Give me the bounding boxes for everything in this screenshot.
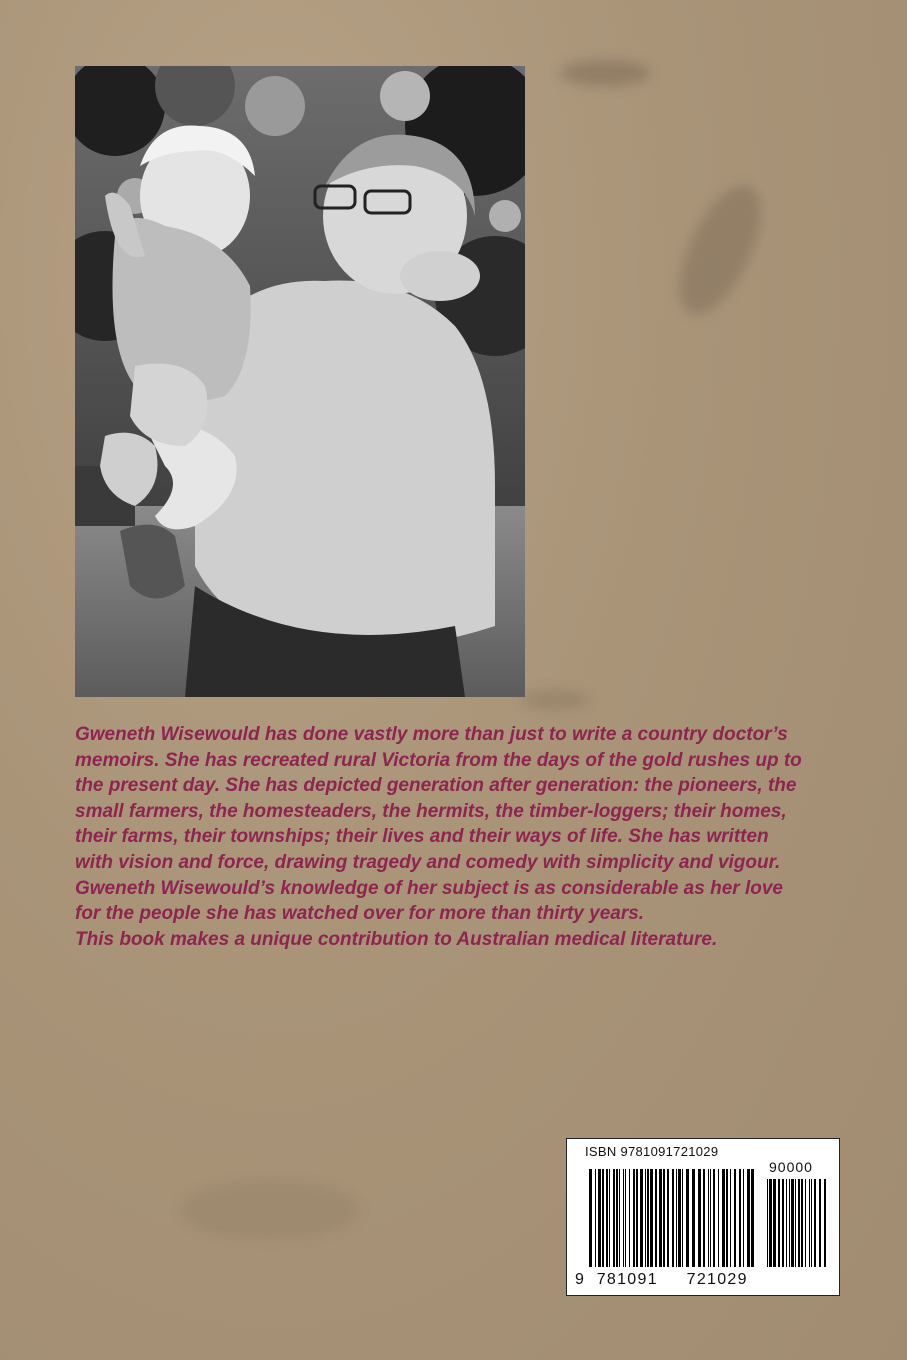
barcode-bar: [645, 1169, 646, 1267]
barcode-bar: [616, 1169, 618, 1267]
barcode-left-group: 781091: [596, 1271, 658, 1288]
barcode-bar: [747, 1169, 750, 1267]
barcode-bar: [722, 1169, 725, 1267]
barcode-bar: [678, 1169, 681, 1267]
barcode-bar: [703, 1169, 705, 1267]
barcode-bar: [650, 1169, 653, 1267]
barcode-first-digit: 9: [575, 1271, 586, 1288]
cover-blurb: Gweneth Wisewould has done vastly more than just to write a country doctor’s memoirs. She has recreated rural Victoria from the days of the gold rushes up to the present day. She has depicted generation after generation: the pioneers, the small farmers, the homesteaders, the hermits, the timber-loggers; their homes, their farms, their townships; their lives and their ways of life. She has written with vision and force, drawing tragedy and comedy with simplicity and vigour. Gweneth Wisewould’s knowledge of her subject is as considerable as her love for the people she has watched over for more than thirty years. This book makes a unique contribution to Australian medical literature.: [75, 724, 802, 950]
barcode-bar: [795, 1179, 796, 1267]
barcode-bar: [773, 1179, 776, 1267]
barcode-bar: [782, 1179, 784, 1267]
main-barcode-bars: [589, 1169, 754, 1267]
barcode-bar: [739, 1169, 741, 1267]
cover-stain: [520, 690, 590, 710]
barcode-bar: [625, 1169, 626, 1267]
barcode-bar: [730, 1169, 731, 1267]
barcode-bar: [718, 1169, 719, 1267]
barcode-bar: [751, 1169, 754, 1267]
barcode-bar: [672, 1169, 674, 1267]
barcode-bar: [647, 1169, 649, 1267]
addon-barcode-bars: [767, 1179, 826, 1267]
barcode-bar: [734, 1169, 736, 1267]
isbn-barcode: [566, 1138, 840, 1296]
barcode-bar: [786, 1179, 787, 1267]
barcode-bar: [623, 1169, 624, 1267]
barcode-bar: [791, 1179, 794, 1267]
barcode-right-group: 721029: [686, 1271, 748, 1288]
barcode-bar: [801, 1179, 803, 1267]
barcode-bar: [692, 1169, 695, 1267]
barcode-bar: [636, 1169, 638, 1267]
barcode-bar: [778, 1179, 780, 1267]
barcode-bar: [633, 1169, 635, 1267]
barcode-bar: [824, 1179, 826, 1267]
author-photo: [75, 66, 525, 697]
barcode-bar: [667, 1169, 669, 1267]
barcode-bar: [589, 1169, 592, 1267]
barcode-bar: [814, 1179, 816, 1267]
barcode-bar: [676, 1169, 677, 1267]
barcode-bar: [686, 1169, 689, 1267]
barcode-bar: [809, 1179, 810, 1267]
barcode-bar: [682, 1169, 683, 1267]
barcode-bar: [743, 1169, 744, 1267]
cover-stain: [663, 174, 777, 326]
barcode-bar: [767, 1179, 768, 1267]
barcode-bar: [698, 1169, 701, 1267]
barcode-bar: [640, 1169, 643, 1267]
barcode-bar: [708, 1169, 709, 1267]
isbn-label: ISBN 9781091721029: [585, 1144, 719, 1159]
barcode-bar: [819, 1179, 821, 1267]
barcode-bar: [710, 1169, 711, 1267]
barcode-bar: [619, 1169, 620, 1267]
barcode-bar: [663, 1169, 665, 1267]
barcode-bar: [726, 1169, 728, 1267]
barcode-bar: [659, 1169, 662, 1267]
barcode-bar: [769, 1179, 772, 1267]
barcode-bar: [798, 1179, 800, 1267]
price-code: 90000: [769, 1159, 813, 1175]
barcode-bar: [789, 1179, 790, 1267]
barcode-bar: [629, 1169, 630, 1267]
cover-stain: [560, 60, 650, 86]
photo-woman-holding-child-icon: [75, 66, 525, 697]
barcode-bar: [805, 1179, 806, 1267]
barcode-bar: [595, 1169, 596, 1267]
cover-stain: [180, 1180, 360, 1240]
barcode-bar: [713, 1169, 715, 1267]
barcode-bar: [613, 1169, 615, 1267]
barcode-bar: [602, 1169, 604, 1267]
barcode-bar: [811, 1179, 812, 1267]
barcode-bar: [598, 1169, 601, 1267]
barcode-bar: [606, 1169, 608, 1267]
barcode-digits: [575, 1271, 748, 1289]
barcode-bar: [609, 1169, 610, 1267]
barcode-bar: [655, 1169, 657, 1267]
